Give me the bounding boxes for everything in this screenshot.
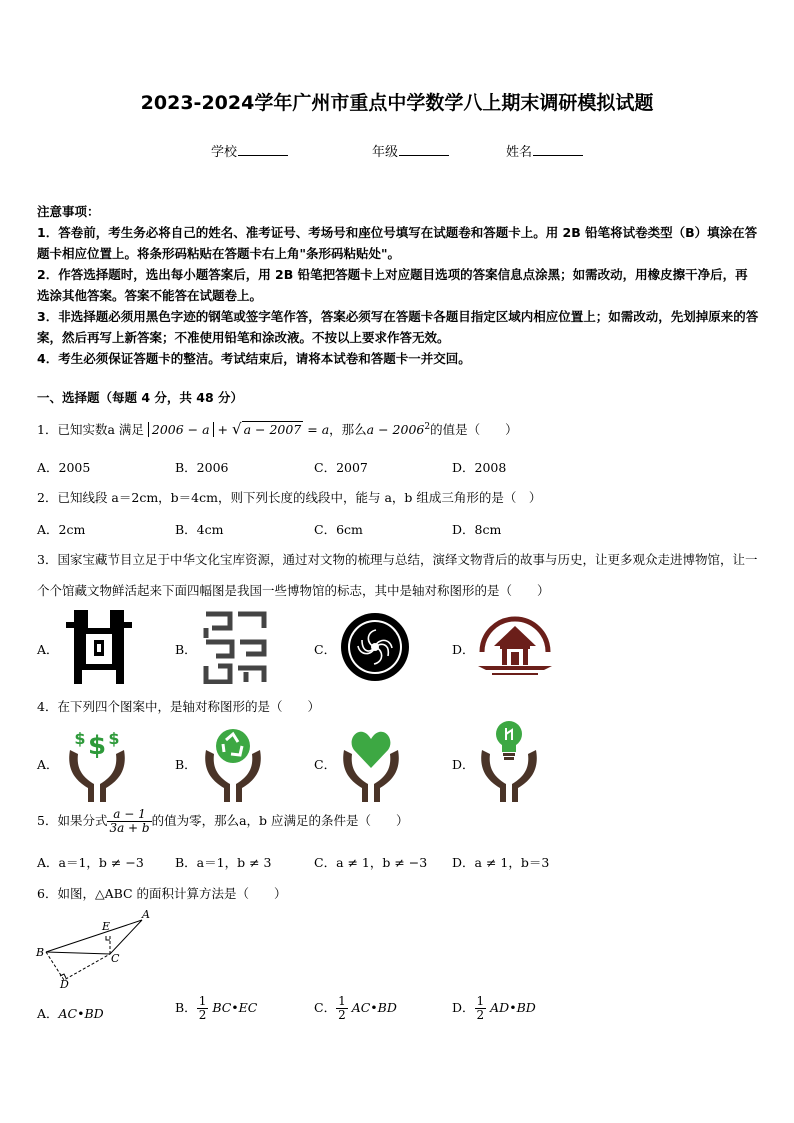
q6-option-b-half: $\frac{1}{2}$	[198, 994, 207, 1022]
q4-label-c[interactable]: C．	[314, 757, 337, 772]
q6-option-b-expr: BC•EC	[212, 1000, 258, 1015]
q5-fraction	[107, 808, 151, 835]
q6-option-b[interactable]	[175, 995, 257, 1022]
q5-option-b[interactable]: B．a＝1，b ≠ 3	[175, 855, 272, 870]
q6-option-a-label: A．	[37, 1006, 59, 1021]
note-item-2: 2．作答选择题时，选出每小题答案后，用 2B 铅笔把答题卡上对应题目选项的答案信息点涂黑；如需改动，用橡皮擦干净后，再选涂其他答案。答案不能答在试题卷上。	[37, 267, 748, 303]
q1-option-a[interactable]: A．2005	[37, 460, 91, 475]
svg-text:$: $	[87, 731, 107, 761]
grade-field[interactable]	[372, 141, 449, 160]
note-item-4: 4．考生必须保证答题卡的整洁。考试结束后，请将本试卷和答题卡一并交回。	[37, 351, 471, 366]
figure-label-d: D	[60, 978, 69, 990]
museum-logo-c-icon	[340, 612, 410, 682]
q4-label-a[interactable]: A．	[37, 757, 59, 772]
school-blank[interactable]	[238, 143, 288, 156]
q5-suffix: 的值为零，那么a，b 应满足的条件是（ ）	[151, 813, 409, 828]
question-5	[37, 808, 409, 835]
note-item-1: 1．答卷前，考生务必将自己的姓名、准考证号、考场号和座位号填写在试题卷和答题卡上。用 2B 铅笔将试卷类型（B）填涂在答题卡相应位置上。将条形码粘贴在答题卡右上角"条形码粘贴处"。	[37, 225, 758, 261]
museum-logo-b-icon	[202, 608, 268, 684]
q6-option-c-expr: AC•BD	[351, 1000, 397, 1015]
museum-logo-d-icon	[478, 612, 552, 682]
section-heading: 一、选择题（每题 4 分，共 48 分）	[37, 390, 244, 405]
q1-expr: a − 2006	[366, 422, 425, 437]
q4-label-d[interactable]: D．	[452, 757, 475, 772]
svg-text:$: $	[74, 729, 86, 748]
school-label: 学校	[211, 145, 238, 160]
q3-label-b[interactable]: B．	[175, 642, 197, 657]
figure-label-a: A	[142, 908, 150, 921]
grade-label: 年级	[372, 145, 399, 160]
q2-option-a[interactable]: A．2cm	[37, 522, 86, 537]
q1-abs: 2006 − a	[148, 422, 214, 437]
notes-heading: 注意事项：	[37, 204, 100, 219]
q3-label-a[interactable]: A．	[37, 642, 59, 657]
q6-option-d[interactable]	[452, 995, 536, 1022]
q6-option-c-label: C．	[314, 1000, 337, 1015]
q5-option-d[interactable]: D．a ≠ 1，b＝3	[452, 855, 550, 870]
figure-label-c: C	[111, 952, 120, 965]
q6-option-a[interactable]	[37, 1004, 104, 1022]
note-item-3: 3．非选择题必须用黑色字迹的钢笔或签字笔作答，答案必须写在答题卡各题目指定区域内相应位置上；如需改动，先划掉原来的答案，然后再写上新答案；不准使用铅笔和涂改液。不按以上要求作答无效。	[37, 309, 759, 345]
q1-mid: ，那么	[329, 422, 367, 437]
hands-recycle-icon	[200, 722, 266, 802]
svg-text:$: $	[108, 729, 120, 748]
q1-option-b[interactable]: B．2006	[175, 460, 229, 475]
grade-blank[interactable]	[399, 143, 449, 156]
q6-option-c[interactable]	[314, 995, 397, 1022]
q1-sup: 2	[424, 421, 431, 432]
q5-denominator: 3a + b	[109, 821, 150, 835]
q1-eq: = a	[307, 422, 330, 437]
question-6: 6．如图，△ABC 的面积计算方法是（ ）	[37, 886, 287, 901]
q6-option-a-expr: AC•BD	[58, 1006, 104, 1021]
q6-option-d-label: D．	[452, 1000, 475, 1015]
q2-option-d[interactable]: D．8cm	[452, 522, 502, 537]
q4-label-b[interactable]: B．	[175, 757, 197, 772]
q3-label-d[interactable]: D．	[452, 642, 475, 657]
q5-numerator: a − 1	[107, 808, 151, 822]
q1-suffix: 的值是（ ）	[430, 422, 518, 437]
q6-option-c-half: $\frac{1}{2}$	[338, 994, 346, 1022]
q5-option-c[interactable]: C．a ≠ 1，b ≠ −3	[314, 855, 428, 870]
page-title: 2023-2024学年广州市重点中学数学八上期末调研模拟试题	[140, 92, 654, 114]
museum-logo-a-icon	[66, 608, 132, 684]
question-2: 2．已知线段 a＝2cm，b＝4cm，则下列长度的线段中，能与 a，b 组成三角形的是（ ）	[37, 490, 542, 505]
q6-option-d-expr: AD•BD	[490, 1000, 536, 1015]
q5-option-a[interactable]: A．a＝1，b ≠ −3	[37, 855, 144, 870]
q2-option-b[interactable]: B．4cm	[175, 522, 224, 537]
question-1	[37, 420, 518, 438]
figure-label-b: B	[36, 946, 45, 959]
name-field[interactable]	[506, 141, 583, 160]
figure-label-e: E	[102, 920, 111, 933]
q6-option-d-half: $\frac{1}{2}$	[476, 994, 485, 1022]
q1-sqrt: a − 2007	[243, 422, 302, 437]
q1-option-c[interactable]: C．2007	[314, 460, 368, 475]
hands-dollar-icon	[64, 722, 130, 802]
hands-lightbulb-icon	[476, 718, 542, 802]
q1-option-d[interactable]: D．2008	[452, 460, 507, 475]
q1-plus: +	[217, 422, 229, 437]
sqrt-icon: √	[232, 420, 242, 438]
triangle-figure	[34, 906, 150, 990]
school-field[interactable]	[211, 141, 288, 160]
q2-option-c[interactable]: C．6cm	[314, 522, 363, 537]
q5-prefix: 5．如果分式	[37, 813, 108, 828]
q6-option-b-label: B．	[175, 1000, 197, 1015]
q1-prefix: 1．已知实数a 满足	[37, 422, 144, 437]
q3-label-c[interactable]: C．	[314, 642, 337, 657]
name-label: 姓名	[506, 145, 533, 160]
question-3: 3．国家宝藏节目立足于中华文化宝库资源，通过对文物的梳理与总结，演绎文物背后的故事与历史，让更多观众走进博物馆，让一个个馆藏文物鲜活起来下面四幅图是我国一些博物馆的标志，其中是轴对称图形的是（ ）	[37, 552, 758, 598]
name-blank[interactable]	[533, 143, 583, 156]
question-4: 4．在下列四个图案中，是轴对称图形的是（ ）	[37, 699, 320, 714]
hands-heart-icon	[338, 722, 404, 802]
